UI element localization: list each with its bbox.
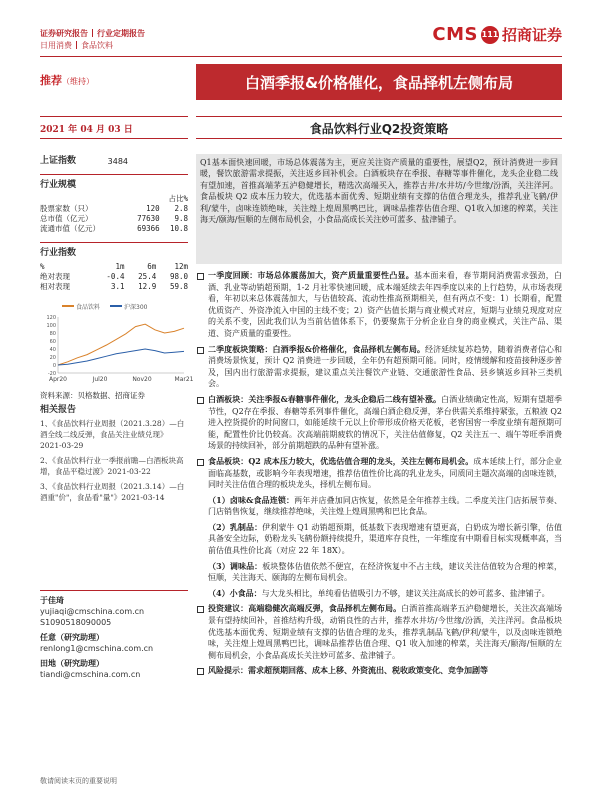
- perf-value: 59.8: [169, 282, 188, 291]
- scale-pct: 10.8: [169, 224, 188, 233]
- scale-header-pct: 占比%: [168, 194, 188, 203]
- related-report-link[interactable]: 3、《食品饮料行业周报（2021.3.14）—白酒重"价"，食品看"量"》2021-03-14: [40, 482, 185, 502]
- summary-box: [196, 154, 562, 264]
- table-row: [40, 224, 188, 234]
- y-tick-label: 60: [49, 339, 56, 345]
- report-title: 食品饮料行业Q2投资策略: [309, 122, 449, 136]
- report-date: 2021 年 04 月 03 日: [40, 125, 133, 135]
- analyst-contacts: [40, 590, 188, 680]
- scale-label: 流通市值（亿元）: [40, 224, 100, 233]
- x-tick-label: Mar21: [174, 376, 194, 383]
- divider-right-top: [196, 116, 562, 117]
- performance-chart: [40, 302, 194, 384]
- analyst-name: 田地（研究助理）: [40, 659, 104, 668]
- related-report-link[interactable]: 1、《食品饮料行业周报（2021.3.28）—白酒全线二线反弹，食品关注业绩兑现》2021-03-29: [40, 419, 185, 450]
- table-row: [40, 272, 188, 282]
- report-type-header: [40, 28, 145, 52]
- y-tick-label: 120: [46, 315, 56, 321]
- y-tick-label: 40: [49, 347, 56, 353]
- scale-value: 77630: [137, 214, 160, 223]
- analyst-name: 于佳琦: [40, 596, 64, 605]
- logo-chinese-text: 招商证券: [501, 26, 562, 44]
- main-body: [196, 270, 562, 681]
- subsector-label: 食品饮料: [81, 41, 113, 50]
- perf-header: 6m: [147, 262, 157, 271]
- headline-banner: [196, 64, 562, 100]
- perf-value: 3.1: [110, 282, 125, 291]
- scale-pct: 2.8: [174, 204, 188, 213]
- perf-value: -0.4: [106, 272, 125, 281]
- index-value: 3484: [107, 157, 128, 166]
- index-label: 上证指数: [40, 156, 77, 166]
- report-category: 证券研究报告: [40, 29, 88, 38]
- x-tick-label: Jul20: [92, 376, 108, 383]
- perf-value: 98.0: [169, 272, 188, 281]
- body-paragraph: 风险提示：需求超预期回落、成本上移、外资流出、税收政策变化、竞争加剧等: [196, 665, 562, 677]
- y-tick-label: 100: [46, 323, 56, 329]
- y-tick-label: 20: [49, 355, 56, 361]
- sector-label: 日用消费: [40, 41, 72, 50]
- body-paragraph: 一季度回顾：市场总体震荡加大，资产质量重要性凸显。基本面来看，春节期间消费需求强劲，白酒、乳业等动销超预期，1-2 月社零快速回暖，成本端延续去年四季度以来的上行趋势，从市场表现看，年初以来总体震荡加大，与估值较高、流动性推高预期相关，但有两点不变：1）长期看，配置优质资产、外资净流入中国的主线不变；2）资产估值长期与商业模式对应，短期与业绩兑现度对应的关系不变，因此我们认为当前估值体系下，仍要聚焦于分析企业自身的商业模式，关注产品、渠道、资产质量的重要性。: [196, 270, 562, 340]
- report-subcategory: 行业定期报告: [97, 29, 145, 38]
- cms-logo: [432, 24, 562, 45]
- market-index: [40, 156, 188, 167]
- source-note: [40, 390, 188, 401]
- industry-scale-section: [40, 180, 188, 234]
- perf-value: 25.4: [138, 272, 157, 281]
- perf-value: 12.9: [138, 282, 157, 291]
- chart-legend: [40, 302, 188, 313]
- perf-label: 相对表现: [40, 282, 70, 291]
- divider-left: [40, 138, 188, 139]
- analyst-email[interactable]: yujiaqi@cmschina.com.cn: [40, 607, 145, 616]
- logo-seal-icon: 111: [481, 26, 499, 44]
- series-line: [58, 349, 184, 365]
- body-paragraph: 白酒板块：关注季报&春糖事件催化，龙头企稳后二线有望补涨。白酒业绩确定性高，短期有望超季节性，Q2存在季报、春糖等系列事件催化，高端白酒企稳反弹，茅台供需关系维持紧张，五粮液 Q2 进入控货提价的时间窗口，如能延续千元以上价带形成价格天花板，老窖国窖一季度业绩有超预期可能，配置性价比仍较高。次高端前期疲软的情况下，关注估值修复，Q2 关注五一、端午等旺季消费场景的持续回补，部分前期超跌的品种有望补涨。: [196, 394, 562, 452]
- body-paragraph: 食品板块：Q2 成本压力较大，优选估值合理的龙头，关注左侧布局机会。成本延续上行，部分企业面临高基数，或影响今年表现增速，推荐估值性价比高的乳业龙头，同质同主题次高端的卤味连锁，同时关注估值合理的板块龙头，择机左侧布局。: [196, 456, 562, 491]
- table-row: [40, 282, 188, 292]
- industry-performance-section: [40, 248, 188, 292]
- perf-header: 1m: [115, 262, 125, 271]
- scale-table: [40, 194, 188, 234]
- header-divider: [40, 56, 562, 57]
- rating-sub: （维持）: [62, 77, 94, 86]
- source-text: 资料来源：贝格数据、招商证券: [40, 391, 145, 400]
- scale-title: 行业规模: [40, 180, 77, 190]
- related-reports: [40, 405, 188, 503]
- x-tick-label: Nov20: [132, 376, 152, 383]
- legend-item: 食品饮料: [62, 302, 100, 313]
- divider-side-1: [40, 174, 188, 175]
- legend-item: 沪深300: [110, 302, 147, 313]
- scale-value: 120: [146, 204, 160, 213]
- analyst-cert: S1090518090005: [40, 618, 112, 627]
- analyst-email[interactable]: renlong1@cmschina.com.cn: [40, 644, 154, 653]
- body-paragraph: 投资建议：高端稳健次高端反弹，食品择机左侧布局。白酒首推高端茅五泸稳健增长，关注次高端场景有望持续回补，首推结构升级，动销良性的古井，推荐水井坊/今世缘/汾酒，关注洋河。食品板块优选基本面优秀、短期业绩有支撑的估值合理的龙头，推荐乳制品飞鹤/伊利/蒙牛，以及卤味连锁绝味，关注煌上煌周黑鸭巴比，调味品推荐估值合理、Q1 收入加速的榨菜，关注海天/颐海/恒顺的左侧布局机会，小食品高成长关注妙可蓝多、盐津铺子。: [196, 603, 562, 661]
- x-tick-label: Apr20: [48, 376, 68, 383]
- series-line: [58, 324, 184, 365]
- perf-label: 绝对表现: [40, 272, 70, 281]
- investment-rating: [40, 72, 94, 88]
- perf-table: [40, 262, 188, 292]
- y-tick-label: 80: [49, 331, 56, 337]
- summary-text: Q1基本面快速回暖，市场总体震荡为主，更应关注资产质量的重要性，展望Q2，预计消费进一步回暖，餐饮旅游需求提振，关注返乡回补机会。白酒板块存在季报、春糖等事件催化，龙头企业稳二线有望加速，首推高端茅五泸稳健增长，精选次高端买入，推荐古井/水井坊/今世缘/汾酒，关注洋河。食品板块 Q2 成本压力较大，优选基本面优秀、短期业绩有支撑的估值合理龙头，推荐乳业飞鹤/伊利/蒙牛，卤味连锁绝味，关注煌上煌周黑鸭巴比，调味品推荐估值合理、Q1收入加速的榨菜，关注海天/颐海/恒顺的左侧布局机会，小食品高成长关注妙可蓝多、盐津铺子。: [200, 158, 558, 225]
- body-subparagraph: （4）小食品：与大龙头相比，单纯看估值吸引力不够，建议关注高成长的妙可蓝多、盐津铺子。: [208, 587, 550, 598]
- y-tick-label: -20: [47, 371, 56, 377]
- scale-label: 总市值（亿元）: [40, 214, 93, 223]
- analyst-email[interactable]: tiandi@cmschina.com.cn: [40, 670, 141, 679]
- y-tick-label: 0: [52, 363, 56, 369]
- divider-side-2: [40, 242, 188, 243]
- perf-title: 行业指数: [40, 248, 77, 258]
- body-subparagraph: （2）乳制品：伊利蒙牛 Q1 动销超预期，低基数下表现增速有望更高，白奶成为增长新引擎，估值具备安全边际，奶粉龙头飞鹤份额持续提升，渠道库存良性，一年维度有中期看目标实现概率高，当前估值具性价比高（对应 22 年 18X）。: [208, 521, 562, 556]
- table-row: [40, 214, 188, 224]
- related-report-link[interactable]: 2、《食品饮料行业一季报前瞻—白酒板块高增，食品平稳过渡》2021-03-22: [40, 456, 184, 476]
- body-paragraph: 二季度板块策略：白酒季报&价格催化，食品择机左侧布局。经济延续复苏趋势，随着消费者信心和消费场景恢复，预计 Q2 消费进一步回暖，全年仍有超预期可能。同时，疫情缓解和疫苗接种逐步普及，国内出行旅游需求提振，建议重点关注餐饮产业链、交通旅游性食品、县乡镇返乡回补三类机会。: [196, 344, 562, 390]
- rating-label: 推荐: [40, 74, 62, 87]
- body-subparagraph: （3）调味品：板块整体估值依然不便宜，在经济恢复中不占主线，建议关注估值较为合理的榨菜，恒顺，关注海天、颐海的左侧布局机会。: [208, 560, 562, 583]
- divider-right: [196, 138, 562, 139]
- scale-label: 股票家数（只）: [40, 204, 93, 213]
- scale-value: 69366: [137, 224, 160, 233]
- logo-text: CMS: [432, 24, 478, 45]
- body-subparagraph: （1）卤味&食品连锁：两年并店叠加同店恢复，依然是全年推荐主线。二季度关注门店拓展节奏、门店销售恢复，继续推荐绝味，关注煌上煌周黑鸭和巴比食品。: [208, 494, 562, 517]
- divider-left-top: [40, 116, 188, 117]
- table-row: [40, 204, 188, 214]
- table-header-row: [40, 262, 188, 272]
- footer-note: 敬请阅读末页的重要说明: [40, 777, 117, 785]
- perf-header: 12m: [174, 262, 188, 271]
- divider-side-3: [40, 590, 188, 591]
- related-title: 相关报告: [40, 405, 77, 415]
- scale-pct: 9.8: [174, 214, 188, 223]
- perf-header: %: [40, 262, 45, 271]
- line-chart-svg: [40, 313, 194, 387]
- analyst-name: 任意（研究助理）: [40, 633, 104, 642]
- headline-text: 白酒季报&价格催化，食品择机左侧布局: [244, 73, 514, 92]
